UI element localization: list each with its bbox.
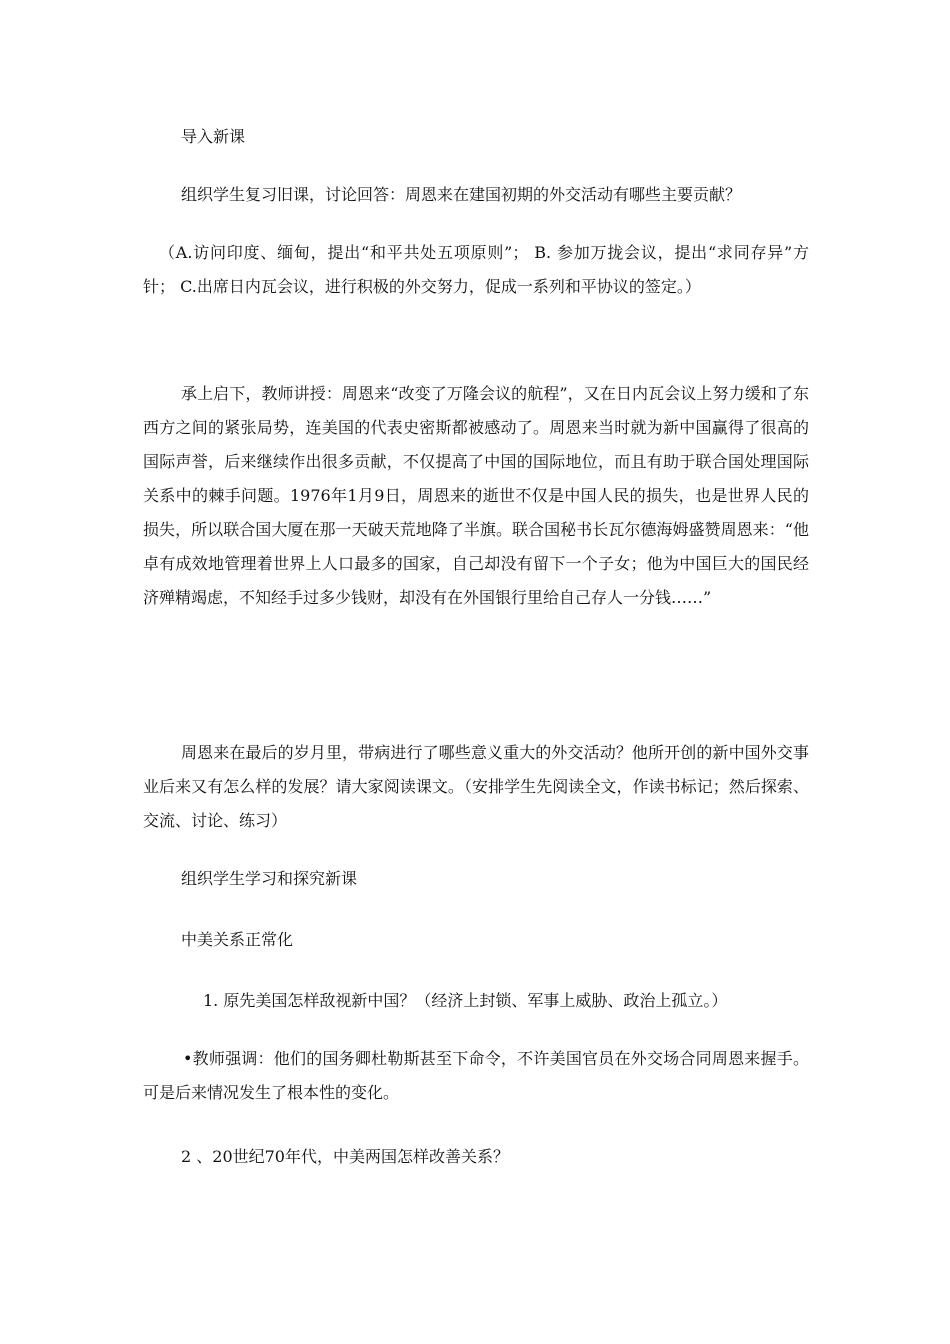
paragraph-review-answer: （A.访问印度、缅甸，提出“和平共处五项原则”； B. 参加万拢会议，提出“求同存异”方针； C.出席日内瓦会议，进行积极的外交努力，促成一系列和平协议的签定。） <box>143 243 809 296</box>
paragraph-review-question: 组织学生复习旧课，讨论回答：周恩来在建国初期的外交活动有哪些主要贡献？ <box>181 185 742 204</box>
paragraph-reading-prompt: 周恩来在最后的岁月里，带病进行了哪些意义重大的外交活动？他所开创的新中国外交事业后来又有怎么样的发展？请大家阅读课文。（安排学生先阅读全文，作读书标记；然后探索、交流、讨论、练习） <box>143 743 809 830</box>
heading-intro: 导入新课 <box>181 127 246 146</box>
paragraph-teacher-lecture: 承上启下，教师讲授：周恩来“改变了万隆会议的航程”，又在日内瓦会议上努力缓和了东西方之间的紧张局势，连美国的代表史密斯都被感动了。周恩来当时就为新中国赢得了很高的国际声誉，后来继续作出很多贡献，不仅提高了中国的国际地位，而且有助于联合国处理国际关系中的棘手问题。1976年1月9日，周恩来的逝世不仅是中国人民的损失，也是世界人民的损失，所以联合国大厦在那一天破天荒地降了半旗。联合国秘书长瓦尔德海姆盛赞周恩来：“他卓有成效地管理着世界上人口最多的国家，自己却没有留下一个子女；他为中国巨大的国民经济殚精竭虑，不知经手过多少钱财，却没有在外国银行里给自己存人一分钱……” <box>143 384 809 607</box>
paragraph-teacher-emphasis: •教师强调：他们的国务卿杜勒斯甚至下命令，不许美国官员在外交场合同周恩来握手。可是后来情况发生了根本性的变化。 <box>143 1049 809 1102</box>
heading-sino-us-normalization: 中美关系正常化 <box>181 930 294 949</box>
list-item-1: 1. 原先美国怎样敌视新中国？（经济上封锁、军事上威胁、政治上孤立。） <box>203 991 728 1010</box>
list-item-2: 2 、20世纪70年代，中美两国怎样改善关系？ <box>181 1147 509 1166</box>
heading-new-lesson: 组织学生学习和探究新课 <box>181 869 358 888</box>
